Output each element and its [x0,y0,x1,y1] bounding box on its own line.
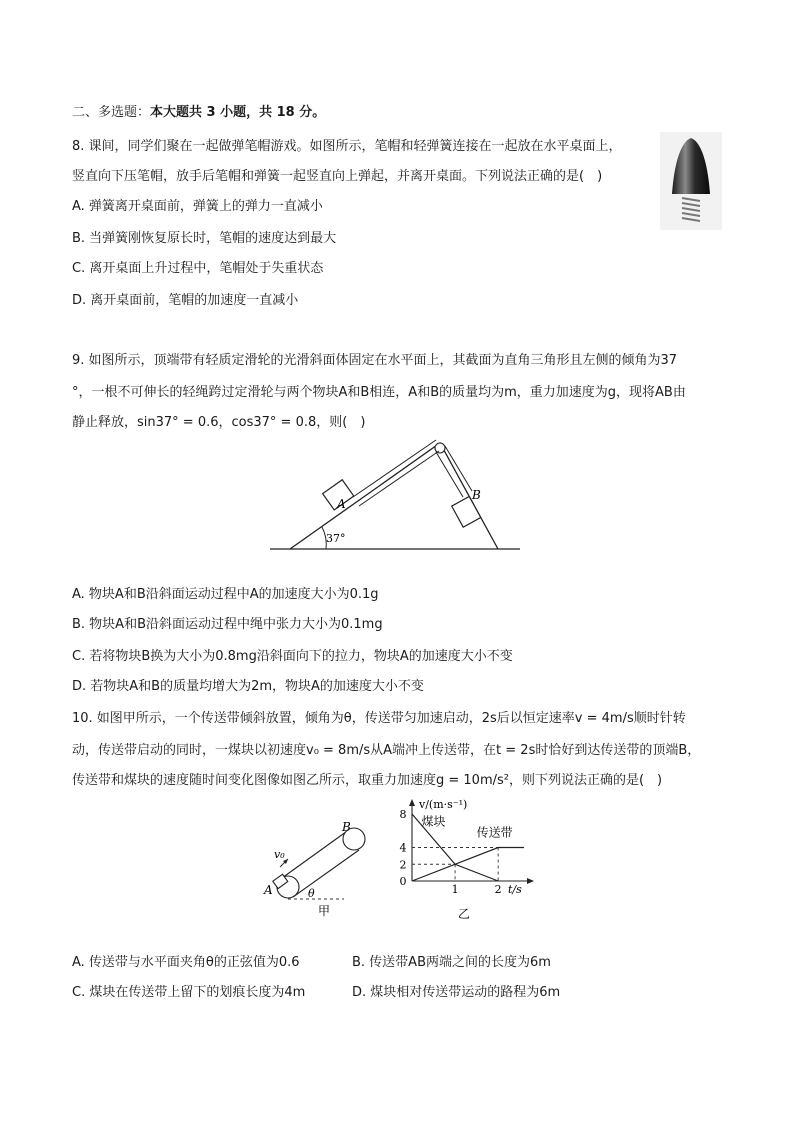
label-a: A [264,883,273,897]
x-tick-label-1: 1 [451,883,459,896]
q10-line-3: 传送带和煤块的速度随时间变化图像如图乙所示，取重力加速度g = 10m/s²，则下列说法正确的是( ) [72,773,663,788]
y-tick-label-3: 8 [399,808,407,822]
label-b: B [342,820,351,834]
q9-line-1: 9. 如图所示，顶端带有轻质定滑轮的光滑斜面体固定在水平面上，其截面为直角三角形且左侧的倾角为37 [72,353,678,368]
q10-line-2: 动，传送带启动的同时，一煤块以初速度v₀ = 8m/s从A端冲上传送带，在t = 2s时恰好到达传送带的顶端B， [72,743,701,758]
incline-figure [270,436,524,554]
label-theta: θ [308,887,315,900]
q9-line-3: 静止释放，sin37° = 0.6，cos37° = 0.8，则( ) [72,415,366,430]
q10-option-c: C. 煤块在传送带上留下的划痕长度为4m [72,985,306,1000]
q8-option-a: A. 弹簧离开桌面前，弹簧上的弹力一直减小 [72,199,323,214]
rope-right-b [436,452,463,497]
angle-label: 37° [326,532,346,545]
rope-left-top [353,440,436,497]
q9-option-b: B. 物块A和B沿斜面运动过程中绳中张力大小为0.1mg [72,617,383,632]
q9-option-c: C. 若将物块B换为大小为0.8mg沿斜面向下的拉力，物块A的加速度大小不变 [72,649,513,664]
block-b-label: B [472,488,481,502]
caption-jia: 甲 [318,904,331,918]
pen-cap-photo [660,132,722,230]
chart-ylabel: v/(m·s⁻¹) [419,798,468,811]
chart-caption: 乙 [458,907,471,921]
q8-option-b: B. 当弹簧刚恢复原长时，笔帽的速度达到最大 [72,231,337,246]
q8-option-d: D. 离开桌面前，笔帽的加速度一直减小 [72,293,299,308]
x-axis-arrow [527,878,534,884]
series-label-0: 煤块 [421,814,446,829]
vt-chart [390,794,540,922]
q8-line-1: 8. 课间，同学们聚在一起做弹笔帽游戏。如图所示，笔帽和轻弹簧连接在一起放在水平桌面上， [72,139,622,154]
series-label-1: 传送带 [476,825,513,840]
chart-xlabel: t/s [508,883,522,896]
q9-line-2: °，一根不可伸长的轻绳跨过定滑轮与两个物块A和B相连，A和B的质量均为m，重力加速度为g，现将AB由 [72,385,686,400]
y-tick-label-0: 0 [399,875,407,888]
q10-line-1: 10. 如图甲所示，一个传送带倾斜放置，倾角为θ，传送带匀加速启动，2s后以恒定速率v = 4m/s顺时针转 [72,711,686,726]
q10-option-a: A. 传送带与水平面夹角θ的正弦值为0.6 [72,955,300,970]
q9-option-d: D. 若物块A和B的质量均增大为2m，物块A的加速度大小不变 [72,679,424,694]
y-tick-label-2: 4 [399,841,407,855]
block-a-label: A [337,497,346,511]
belt-top-edge [282,829,350,878]
x-tick-label-2: 2 [494,883,502,896]
q10-option-b: B. 传送带AB两端之间的长度为6m [352,955,551,970]
q10-option-d: D. 煤块相对传送带运动的路程为6m [352,985,561,1000]
pulley [435,443,445,453]
q8-line-2: 竖直向下压笔帽，放手后笔帽和弹簧一起竖直向上弹起，并离开桌面。下列说法正确的是( ) [72,169,603,184]
q8-option-c: C. 离开桌面上升过程中，笔帽处于失重状态 [72,261,324,276]
conveyor-figure [258,814,370,918]
section-bold-text: 本大题共 3 小题，共 18 分。 [150,105,326,120]
section-prefix: 二、多选题： [72,105,151,120]
series-line-1 [412,848,524,881]
y-tick-label-1: 2 [399,858,407,872]
belt-bottom-edge [293,850,359,897]
v0-label: v₀ [274,848,285,861]
incline-triangle [290,443,498,549]
section-header [72,104,325,122]
rope-right-a [445,446,472,491]
q9-option-a: A. 物块A和B沿斜面运动过程中A的加速度大小为0.1g [72,587,379,602]
rope-left-bottom [359,451,439,506]
y-axis-arrow [409,799,415,806]
